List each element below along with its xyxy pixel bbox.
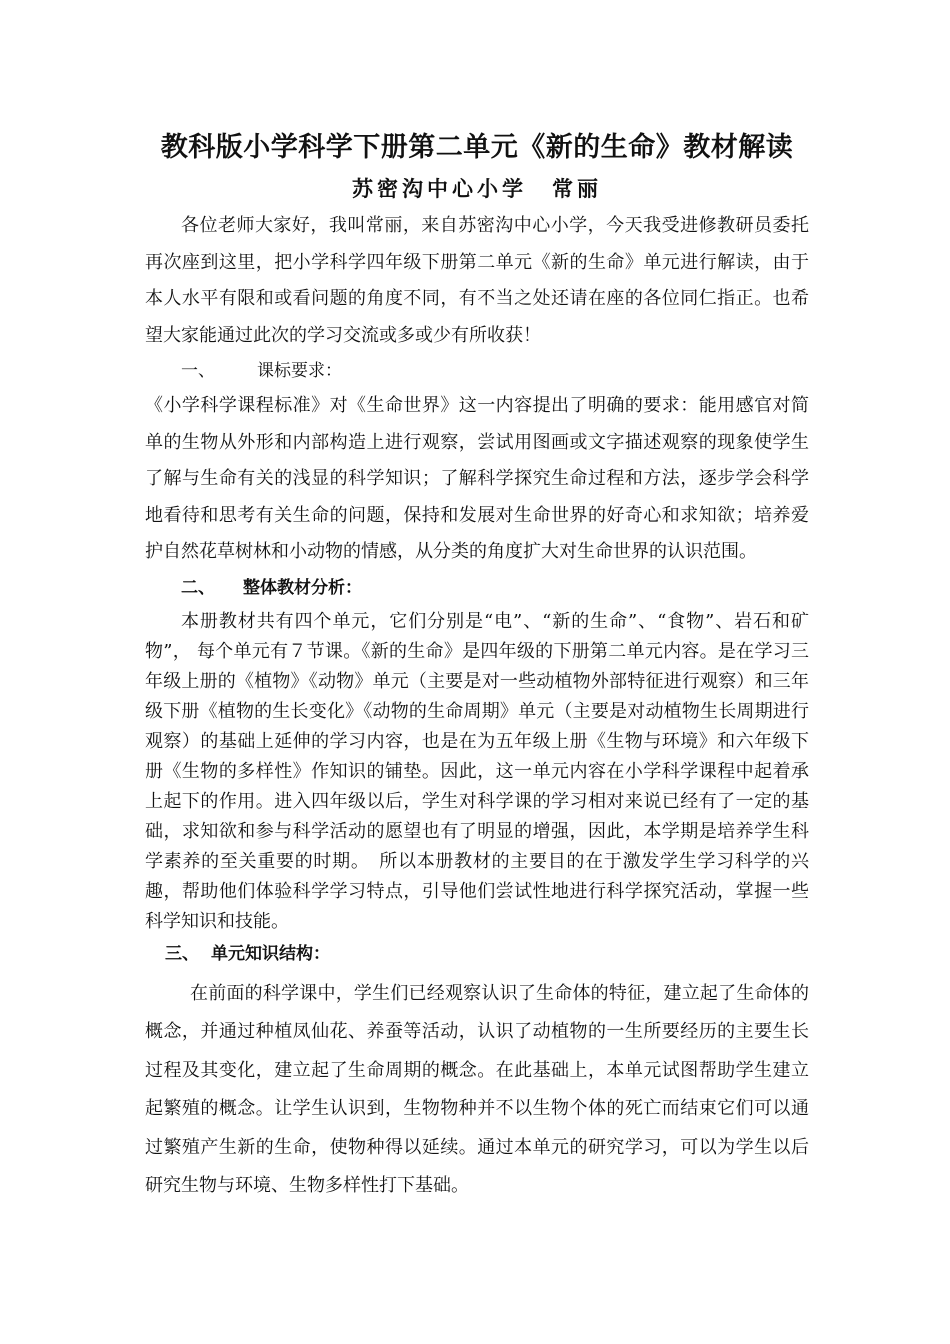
section-number: 三、 xyxy=(165,943,199,964)
section-body-1: 《小学科学课程标准》对《生命世界》这一内容提出了明确的要求：能用感官对简单的生物从外形和内部构造上进行观察，尝试用图画或文字描述观察的现象使学生了解与生命有关的浅显的科学知识；了解科学探究生命过程和方法，逐步学会科学地看待和思考有关生命的问题，保持和发展对生命世界的好奇心和求知欲；培养爱护自然花草树林和小动物的情感，从分类的角度扩大对生命世界的认识范围。 xyxy=(145,395,809,562)
section-heading-2 xyxy=(145,571,809,605)
author-line: 苏密沟中心小学 常丽 xyxy=(352,176,602,201)
intro-paragraph: 各位老师大家好，我叫常丽，来自苏密沟中心小学，今天我受进修教研员委托再次座到这里，把小学科学四年级下册第二单元《新的生命》单元进行解读，由于本人水平有限和或看问题的角度不同，有不当之处还请在座的各位同仁指正。也希望大家能通过此次的学习交流或多或少有所收获！ xyxy=(145,215,809,346)
section-body-2: 本册教材共有四个单元，它们分别是“电”、“新的生命”、“食物”、岩石和矿物”， 每个单元有７节课。《新的生命》是四年级的下册第二单元内容。是在学习三年级上册的《植物》《动物》单元（主要是对一些动植物外部特征进行观察）和三年级下册《植物的生长变化》《动物的生命周期》单元（主要是对动植物生长周期进行观察）的基础上延伸的学习内容，也是在为五年级上册《生物与环境》和六年级下册《生物的多样性》作知识的铺垫。因此，这一单元内容在小学科学课程中起着承上起下的作用。进入四年级以后，学生对科学课的学习相对来说已经有了一定的基础，求知欲和参与科学活动的愿望也有了明显的增强，因此，本学期是培养学生科学素养的至关重要的时期。 所以本册教材的主要目的在于激发学生学习科学的兴趣，帮助他们体验科学学习特点，引导他们尝试性地进行科学探究活动，掌握一些科学知识和技能。 xyxy=(145,610,809,932)
section-title: 整体教材分析： xyxy=(243,577,362,598)
section-body-3: 在前面的科学课中，学生们已经观察认识了生命体的特征，建立起了生命体的概念，并通过种植凤仙花、养蚕等活动，认识了动植物的一生所要经历的主要生长过程及其变化，建立起了生命周期的概念。在此基础上，本单元试图帮助学生建立起繁殖的概念。让学生认识到，生物物种并不以生物个体的死亡而结束它们可以通过繁殖产生新的生命，使物种得以延续。通过本单元的研究学习，可以为学生以后研究生物与环境、生物多样性打下基础。 xyxy=(145,982,809,1196)
document-page xyxy=(145,128,809,1206)
section-heading-1 xyxy=(145,354,809,388)
section-title: 单元知识结构： xyxy=(211,943,330,964)
section-heading-3 xyxy=(145,937,809,971)
section-title: 课标要求： xyxy=(257,361,342,381)
section-number: 二、 xyxy=(181,577,215,598)
section-number: 一、 xyxy=(181,361,215,381)
document-title: 教科版小学科学下册第二单元《新的生命》教材解读 xyxy=(160,132,794,163)
